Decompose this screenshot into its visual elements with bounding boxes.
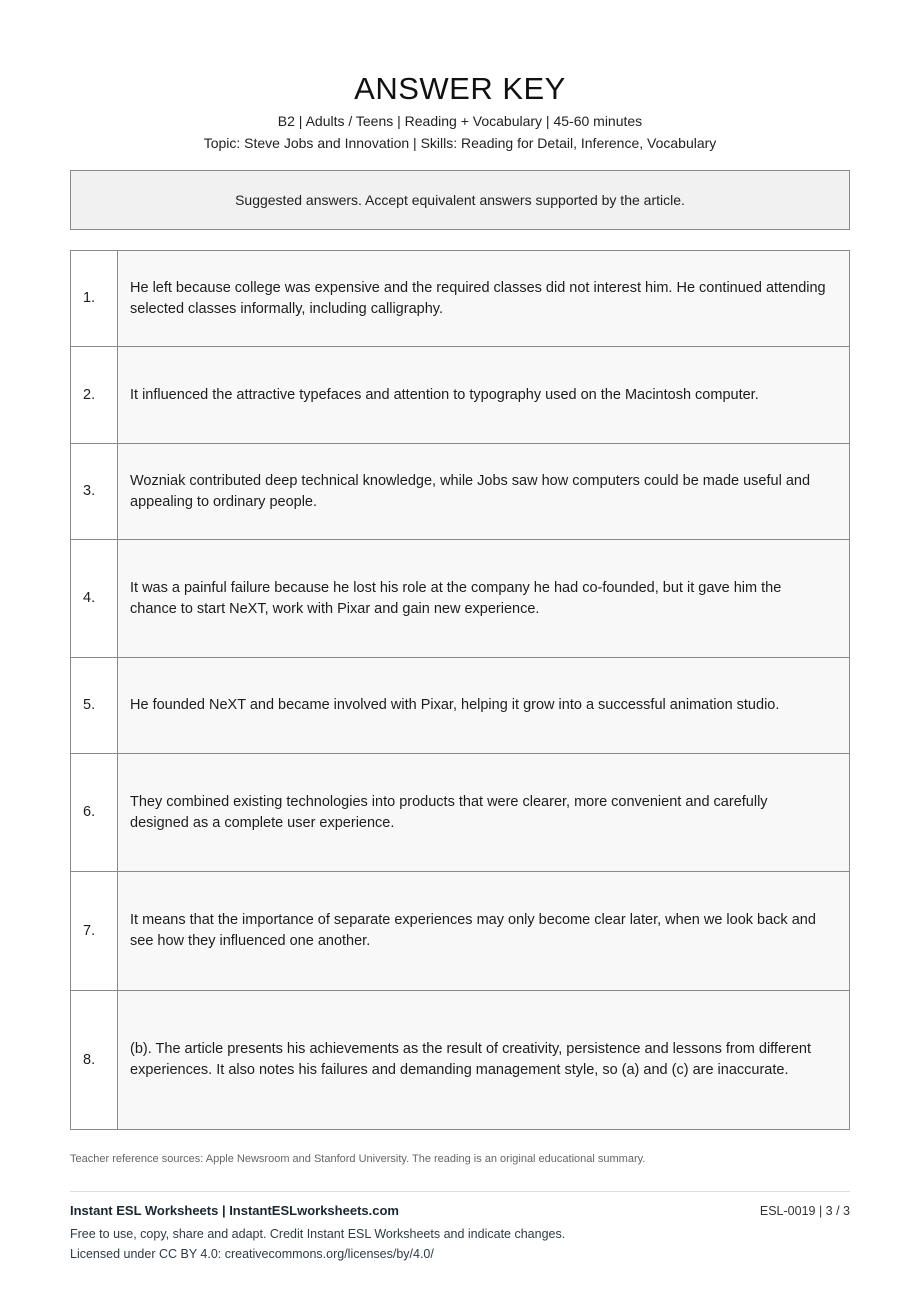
answer-text: He left because college was expensive and the required classes did not interest him. He continued attending selected classes informally, including calligraphy. <box>118 251 850 347</box>
answer-row <box>71 347 850 444</box>
answer-number: 5. <box>71 658 118 754</box>
answer-text: (b). The article presents his achievements as the result of creativity, persistence and lessons from different experiences. It also notes his failures and demanding management style, so (a) and (c) are inaccurate. <box>118 991 850 1130</box>
answer-text: It was a painful failure because he lost his role at the company he had co-founded, but it gave him the chance to start NeXT, work with Pixar and gain new experience. <box>118 540 850 658</box>
page-title: ANSWER KEY <box>354 71 566 106</box>
worksheet-page <box>70 0 850 1262</box>
answer-row <box>71 991 850 1130</box>
license-cc: Licensed under CC BY 4.0: creativecommons.org/licenses/by/4.0/ <box>70 1247 434 1261</box>
footer <box>70 1202 850 1262</box>
meta-line-topic: Topic: Steve Jobs and Innovation | Skills: Reading for Detail, Inference, Vocabulary <box>203 135 717 151</box>
answer-text: They combined existing technologies into products that were clearer, more convenient and carefully designed as a complete user experience. <box>118 754 850 872</box>
answer-number: 4. <box>71 540 118 658</box>
answer-text: It influenced the attractive typefaces and attention to typography used on the Macintosh computer. <box>118 347 850 444</box>
answer-row <box>71 754 850 872</box>
meta-line-level: B2 | Adults / Teens | Reading + Vocabulary | 45-60 minutes <box>277 113 643 129</box>
answer-row <box>71 658 850 754</box>
answer-row <box>71 540 850 658</box>
answer-number: 6. <box>71 754 118 872</box>
instructions-text: Suggested answers. Accept equivalent answers supported by the article. <box>235 192 685 208</box>
answer-number: 2. <box>71 347 118 444</box>
answer-row <box>71 251 850 347</box>
answer-number: 8. <box>71 991 118 1130</box>
answer-text: He founded NeXT and became involved with Pixar, helping it grow into a successful animation studio. <box>118 658 850 754</box>
worksheet-code: ESL-0019 | 3 / 3 <box>759 1204 850 1218</box>
answer-text: Wozniak contributed deep technical knowledge, while Jobs saw how computers could be made useful and appealing to ordinary people. <box>118 444 850 540</box>
footer-brand: Instant ESL Worksheets | InstantESLworksheets.com <box>70 1203 399 1218</box>
answer-text: It means that the importance of separate experiences may only become clear later, when we look back and see how they influenced one another. <box>118 872 850 991</box>
answer-table <box>70 250 850 1130</box>
answer-row <box>71 444 850 540</box>
license-usage: Free to use, copy, share and adapt. Credit Instant ESL Worksheets and indicate changes. <box>70 1227 566 1241</box>
answer-number: 3. <box>71 444 118 540</box>
footer-divider <box>70 1191 850 1192</box>
answer-row <box>71 872 850 991</box>
reference-sources: Teacher reference sources: Apple Newsroom and Stanford University. The reading is an original educational summary. <box>70 1153 646 1165</box>
answer-number: 1. <box>71 251 118 347</box>
instructions-box <box>70 170 850 230</box>
answer-number: 7. <box>71 872 118 991</box>
